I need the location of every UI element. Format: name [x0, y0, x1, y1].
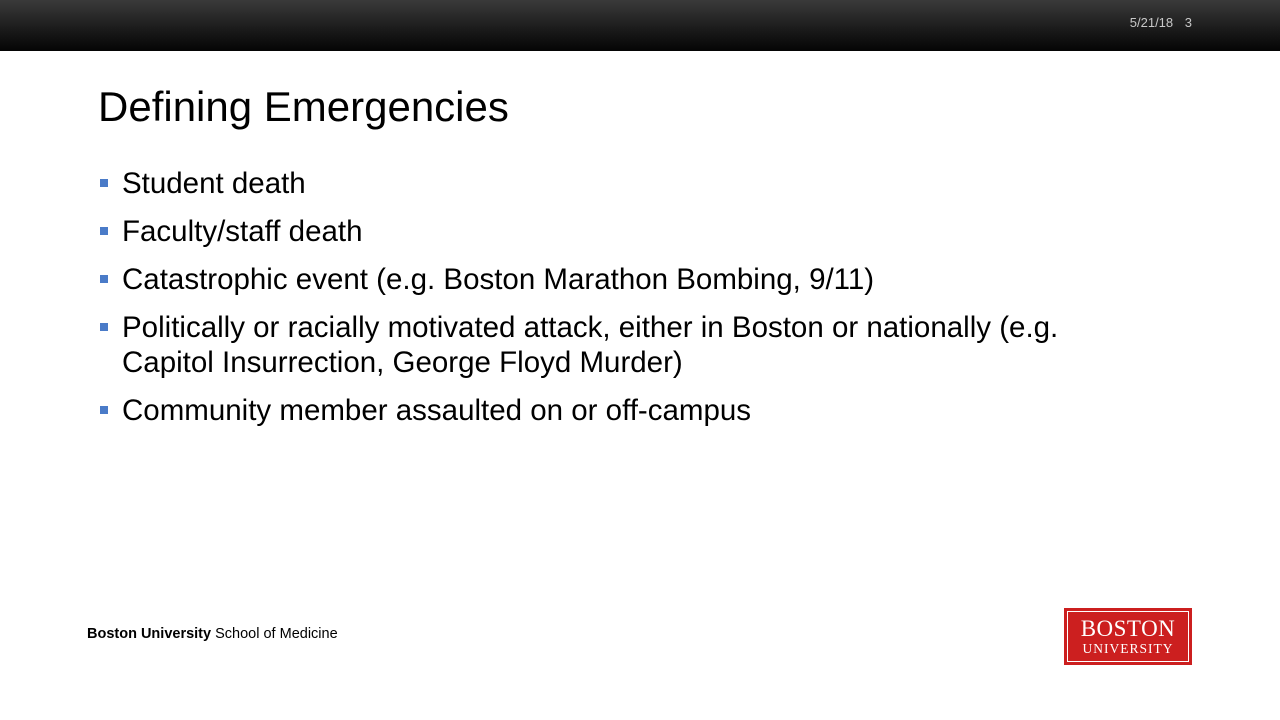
square-bullet-icon: [100, 227, 108, 235]
slide-number: 3: [1184, 15, 1192, 30]
bullet-item: [98, 310, 1158, 380]
square-bullet-icon: [100, 179, 108, 187]
bullet-text: Faculty/staff death: [122, 215, 363, 248]
logo-line1: BOSTON: [1080, 616, 1176, 641]
bullet-list: [98, 166, 1158, 441]
bullet-item: [98, 166, 1158, 201]
slide-date: 5/21/18: [1129, 15, 1174, 30]
footer-school: School of Medicine: [215, 626, 338, 642]
bullet-text: Community member assaulted on or off-campus: [122, 394, 752, 427]
square-bullet-icon: [100, 406, 108, 414]
bullet-text: Student death: [122, 167, 306, 200]
slide-title: Defining Emergencies: [98, 83, 509, 130]
square-bullet-icon: [100, 323, 108, 331]
bullet-item: [98, 214, 1158, 249]
bullet-item: [98, 393, 1158, 428]
bullet-text: Catastrophic event (e.g. Boston Marathon Bombing, 9/11): [122, 263, 875, 296]
boston-university-logo: [1064, 608, 1192, 665]
logo-frame: [1067, 611, 1189, 662]
bullet-item: [98, 262, 1158, 297]
square-bullet-icon: [100, 275, 108, 283]
slide-meta: [1130, 15, 1192, 30]
bullet-text: Politically or racially motivated attack, either in Boston or nationally (e.g. Capitol Insurrection, George Floyd Murder): [122, 311, 1059, 379]
footer-institution: [87, 626, 338, 642]
footer-university: Boston University: [87, 626, 212, 642]
top-bar: [0, 0, 1280, 51]
logo-line2: UNIVERSITY: [1082, 641, 1174, 656]
